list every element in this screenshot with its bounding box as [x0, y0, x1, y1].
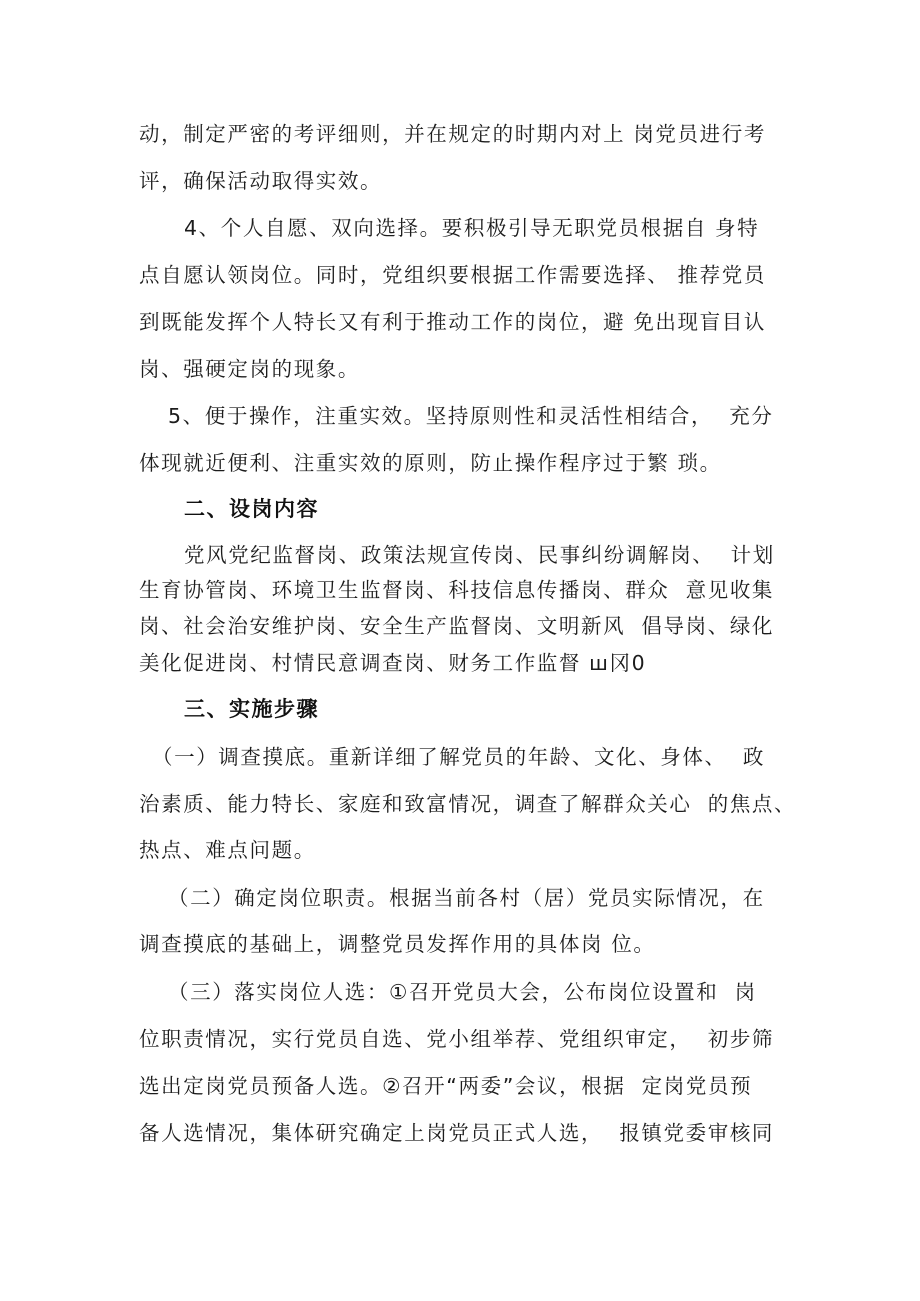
paragraph-line: 美化促进岗、村情民意调查岗、财务工作监督 ш冈0	[139, 651, 647, 675]
paragraph-line: （一）调查摸底。重新详细了解党员的年龄、文化、身体、 政	[152, 745, 765, 769]
paragraph-line: 动，制定严密的考评细则，并在规定的时期内对上 岗党员进行考	[139, 122, 766, 146]
paragraph-line: 4、个人自愿、双向选择。要积极引导无职党员根据自 身特	[184, 216, 760, 240]
paragraph-line: 岗、强硬定岗的现象。	[139, 357, 360, 381]
paragraph-line: （三）落实岗位人选：①召开党员大会，公布岗位设置和 岗	[168, 980, 757, 1004]
paragraph-line: 到既能发挥个人特长又有利于推动工作的岗位，避 免出现盲目认	[139, 310, 766, 334]
section-heading: 三、实施步骤	[184, 697, 319, 721]
paragraph-line: 备人选情况，集体研究确定上岗党员正式人选， 报镇党委审核同	[139, 1121, 775, 1145]
paragraph-line: 位职责情况，实行党员自选、党小组举荐、党组织审定， 初步筛	[139, 1027, 775, 1051]
paragraph-line: 体现就近便利、注重实效的原则，防止操作程序过于繁 琐。	[139, 451, 722, 475]
paragraph-line: 5、便于操作，注重实效。坚持原则性和灵活性相结合， 充分	[168, 404, 774, 428]
paragraph-line: 调查摸底的基础上，调整党员发挥作用的具体岗 位。	[139, 932, 656, 956]
paragraph-line: 点自愿认领岗位。同时，党组织要根据工作需要选择、 推荐党员	[139, 263, 766, 287]
paragraph-line: （二）确定岗位职责。根据当前各村（居）党员实际情况，在	[168, 886, 765, 910]
paragraph-line: 热点、难点问题。	[139, 838, 316, 862]
section-heading: 二、设岗内容	[184, 497, 319, 521]
paragraph-line: 选出定岗党员预备人选。②召开“两委”会议，根据 定岗党员预	[139, 1074, 753, 1098]
paragraph-line: 生育协管岗、环境卫生监督岗、科技信息传播岗、群众 意见收集	[139, 578, 775, 602]
paragraph-line: 党风党纪监督岗、政策法规宣传岗、民事纠纷调解岗、 计划	[184, 543, 775, 567]
paragraph-line: 岗、社会治安维护岗、安全生产监督岗、文明新风 倡导岗、绿化	[139, 614, 775, 638]
paragraph-line: 治素质、能力特长、家庭和致富情况，调查了解群众关心 的焦点、	[139, 792, 797, 816]
paragraph-line: 评，确保活动取得实效。	[139, 169, 383, 193]
